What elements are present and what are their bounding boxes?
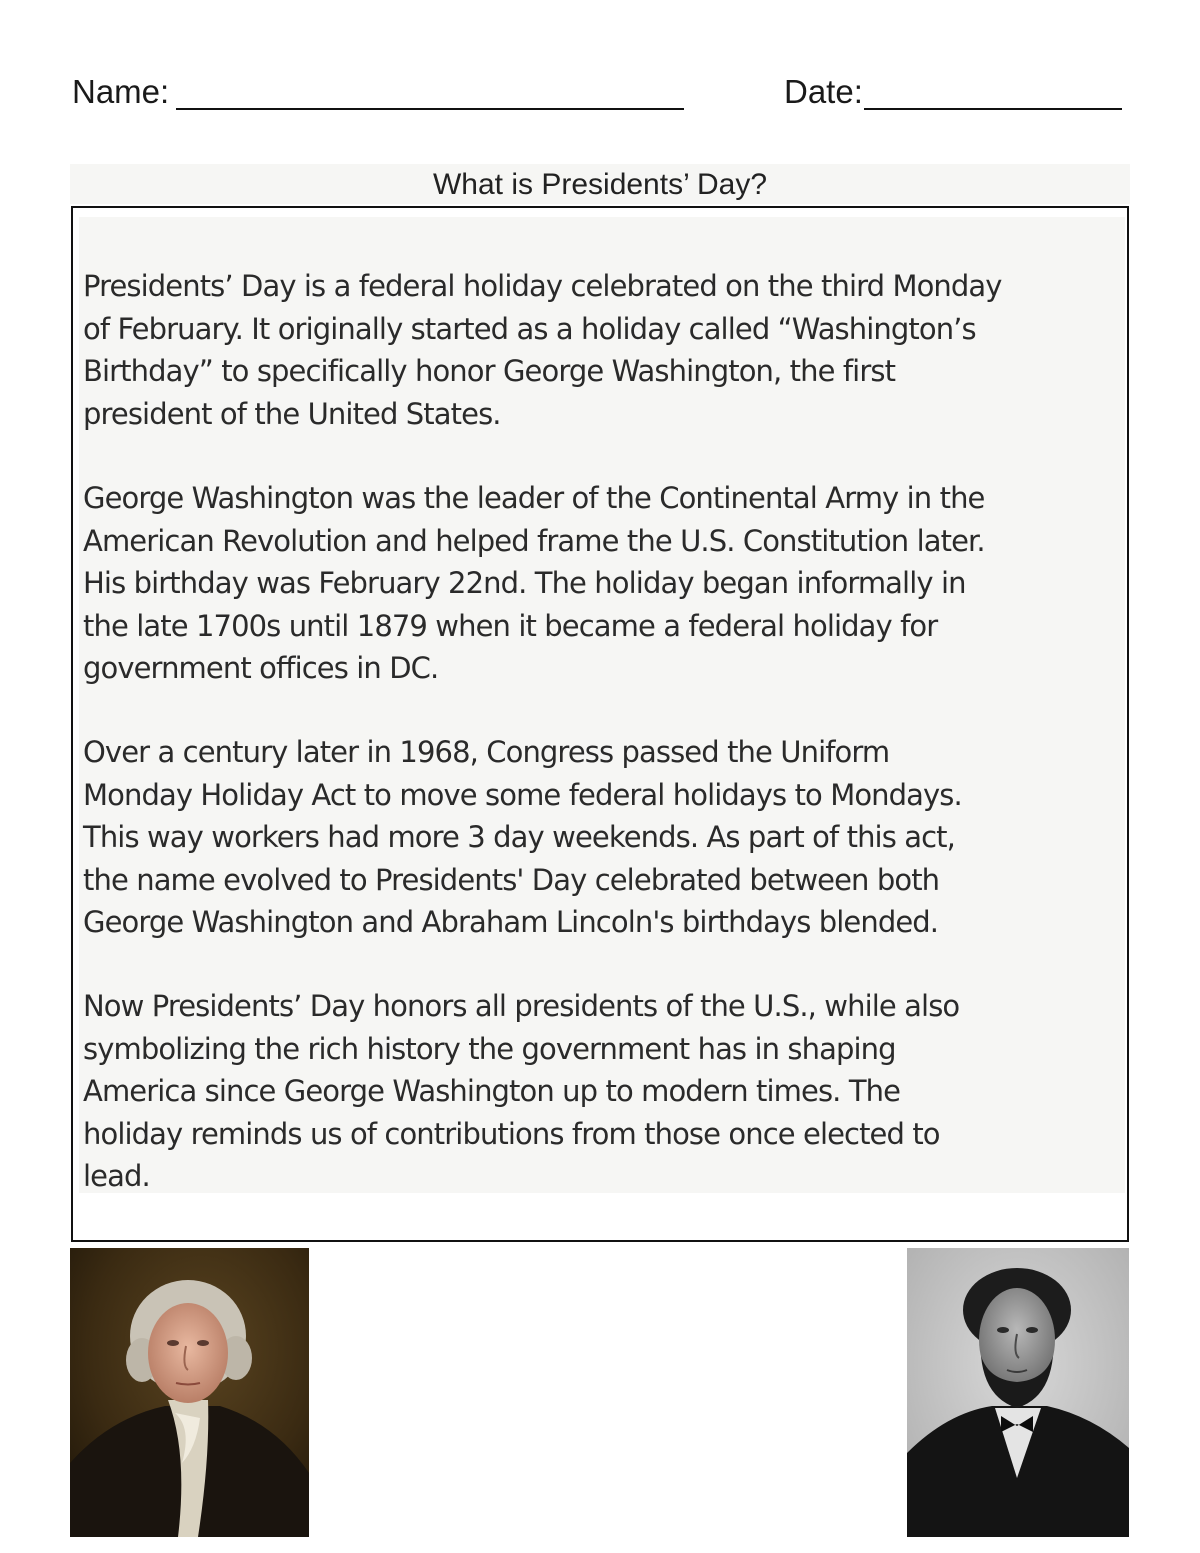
george-washington-portrait xyxy=(70,1248,309,1537)
paragraph-3: Over a century later in 1968, Congress passed the Uniform Monday Holiday Act to move some federal holidays to Mondays. This way workers had more 3 day weekends. As part of this act, the name evolved to Presidents' Day celebrated between both George Washington and Abraham Lincoln's birthdays blended. xyxy=(83,735,962,939)
name-field[interactable] xyxy=(176,108,684,110)
reading-passage xyxy=(79,217,1125,1193)
abraham-lincoln-portrait xyxy=(907,1248,1129,1537)
paragraph-2: George Washington was the leader of the Continental Army in the American Revolution and helped frame the U.S. Constitution later. His birthday was February 22nd. The holiday began informally in the late 1700s until 1879 when it became a federal holiday for government offices in DC. xyxy=(83,481,985,685)
header-row xyxy=(72,72,1130,112)
paragraph-1: Presidents’ Day is a federal holiday celebrated on the third Monday of February. It originally started as a holiday called “Washington’s Birthday” to specifically honor George Washington, the first president of the United States. xyxy=(83,269,1002,431)
worksheet-title: What is Presidents’ Day? xyxy=(70,164,1130,204)
date-field[interactable] xyxy=(864,108,1122,110)
reading-passage-box xyxy=(71,206,1129,1242)
paragraph-4: Now Presidents’ Day honors all presidents of the U.S., while also symbolizing the rich history the government has in shaping America since George Washington up to modern times. The holiday reminds us of contributions from those once elected to lead. xyxy=(83,989,960,1193)
name-label: Name: xyxy=(72,73,170,110)
date-label: Date: xyxy=(784,73,863,110)
